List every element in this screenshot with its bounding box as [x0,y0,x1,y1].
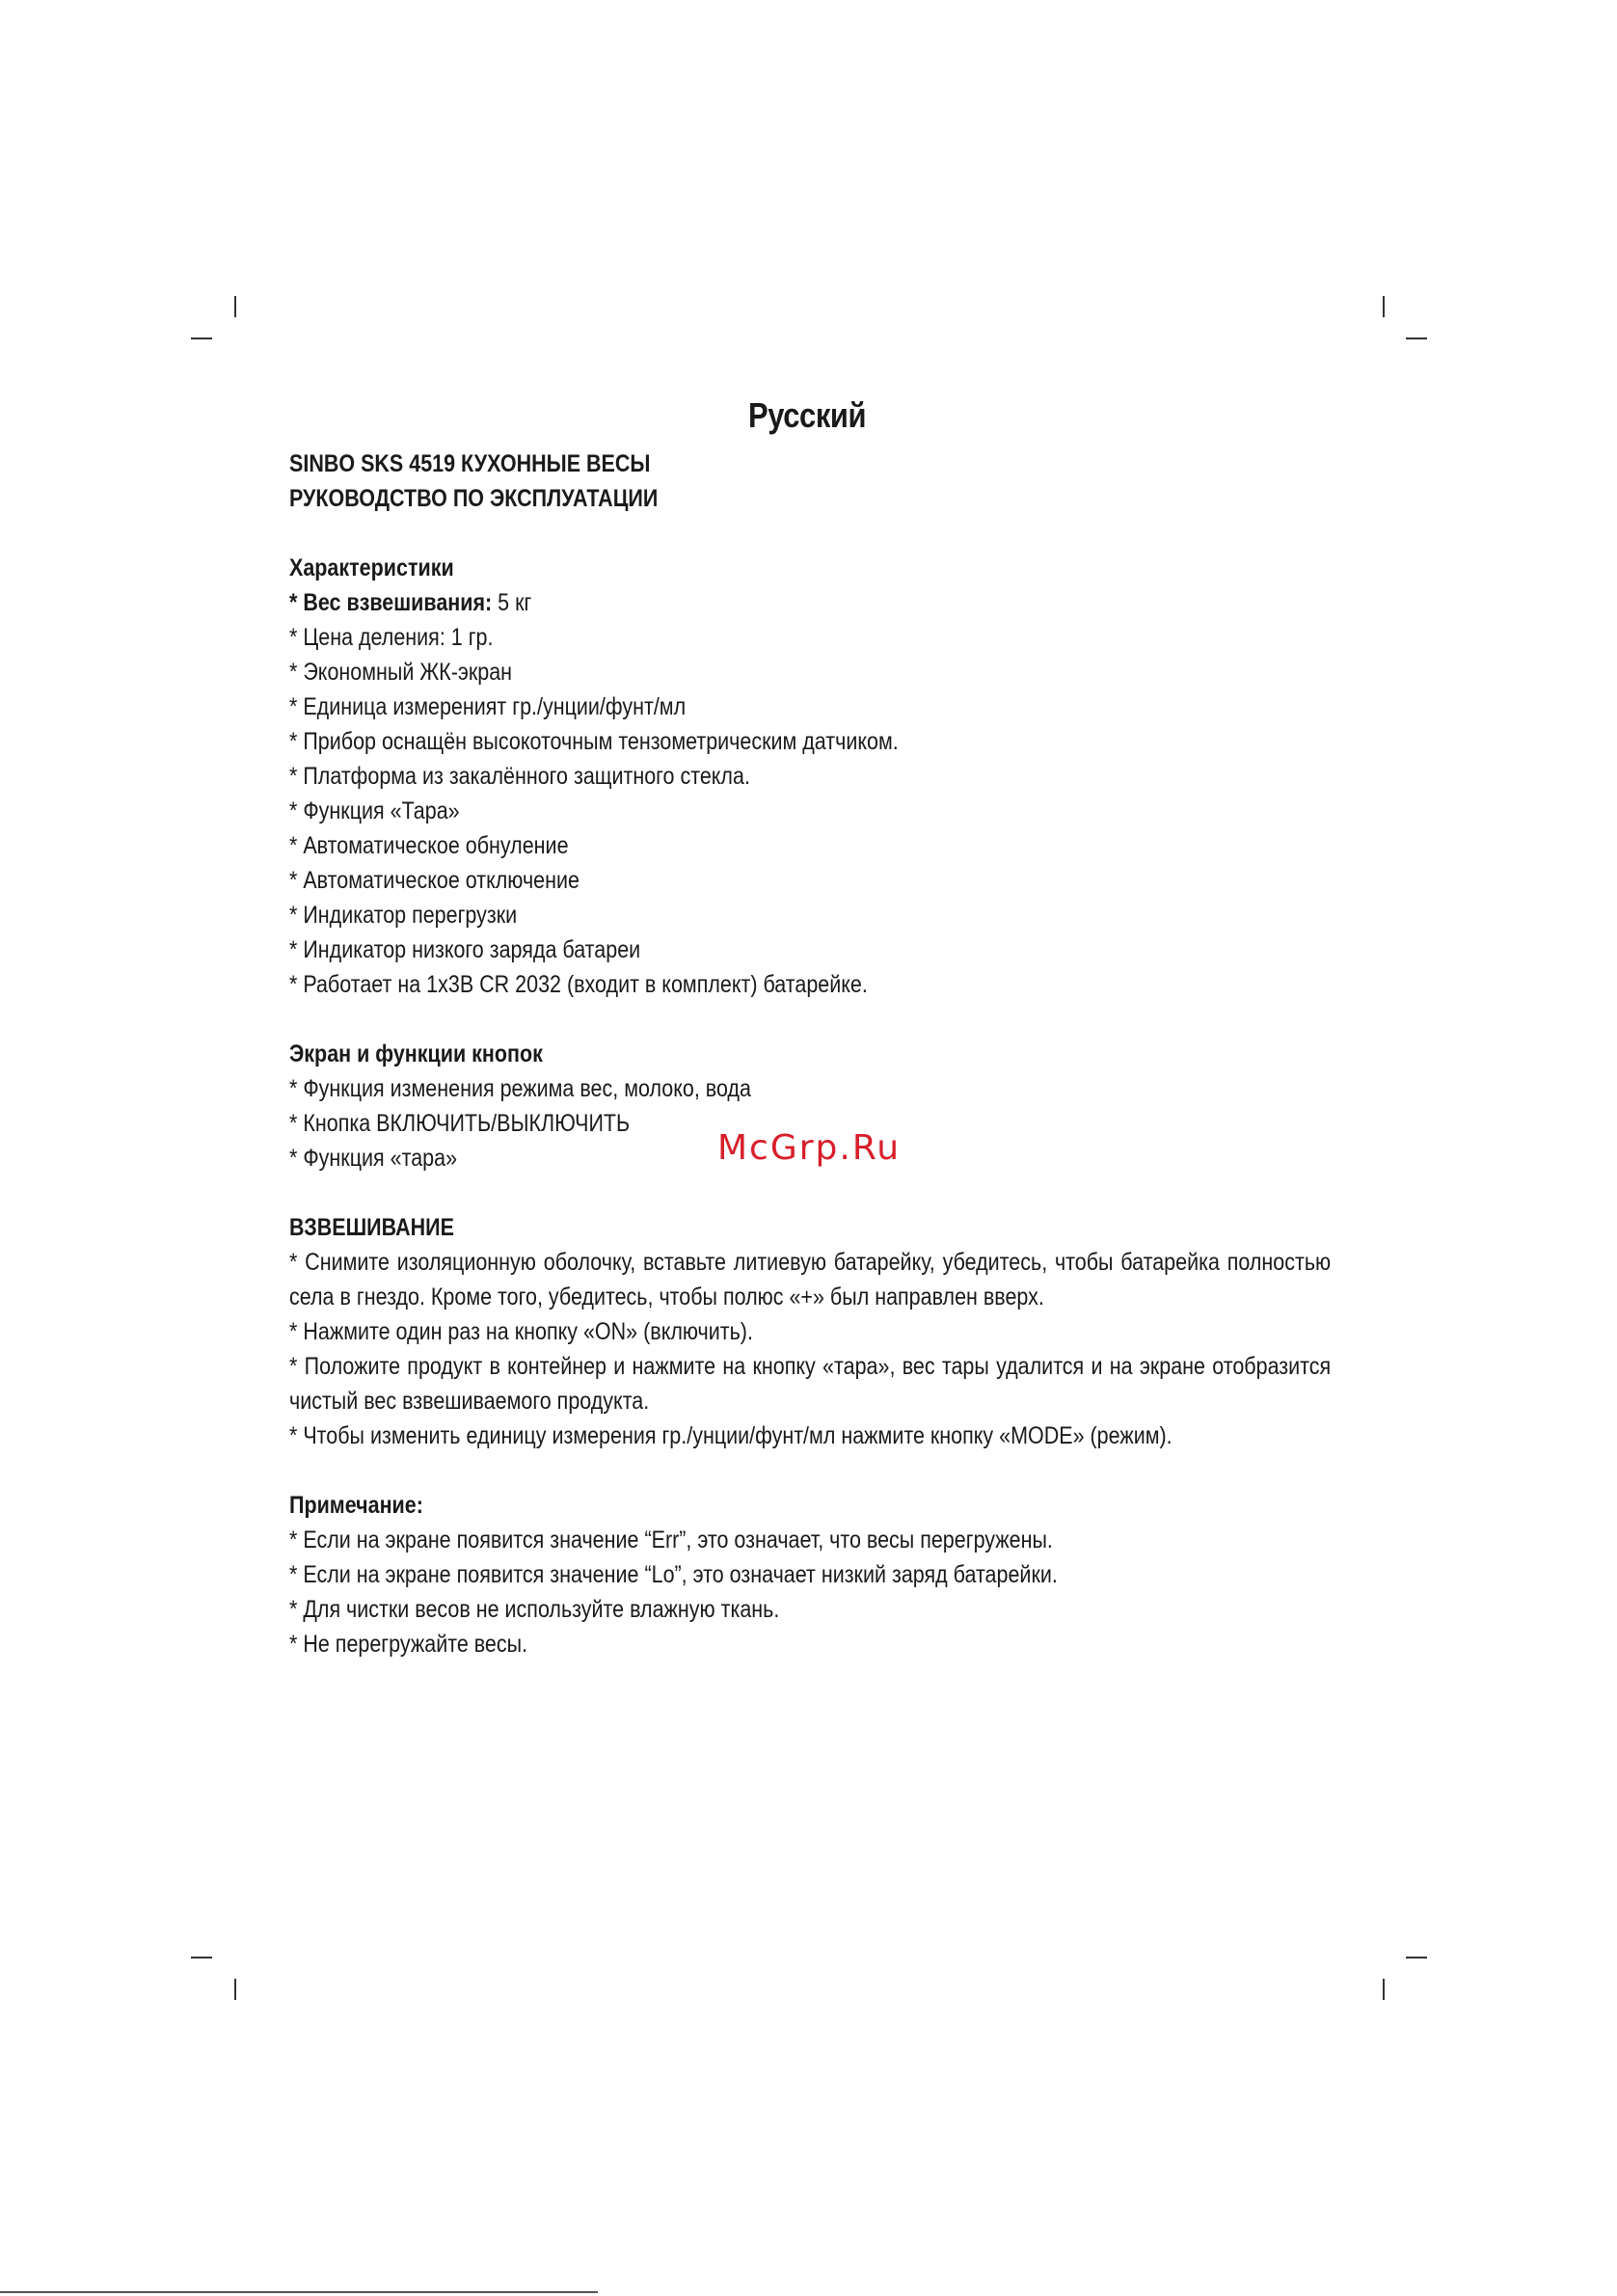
weighing-section [289,1210,1331,1453]
buttons-heading: Экран и функции кнопок [289,1040,543,1067]
document-body [289,446,1331,1661]
crop-mark-top-left-vertical [234,296,236,317]
product-title: SINBO SKS 4519 КУХОННЫЕ ВЕСЫ [289,450,651,477]
feature-item: * Единица измереният гр./унции/фунт/мл [289,693,687,720]
watermark: McGrp.Ru [717,1128,902,1168]
feature-item-weight-value: 5 кг [492,589,532,616]
note-item: * Если на экране появится значение “Err”, это означает, что весы перегружены. [289,1526,1053,1553]
crop-mark-bottom-left-horizontal [191,1957,212,1958]
note-item: * Если на экране появится значение “Lo”, это означает низкий заряд батарейки. [289,1561,1058,1588]
crop-mark-top-right-horizontal [1406,338,1427,339]
feature-item: * Цена деления: 1 гр. [289,624,494,651]
feature-item-weight-label: * Вес взвешивания: [289,589,493,616]
note-item: * Для чистки весов не используйте влажную ткань. [289,1596,780,1623]
feature-item: * Автоматическое отключение [289,867,579,894]
weighing-item: * Положите продукт в контейнер и нажмите на кнопку «тара», вес тары удалится и на экране отобразится чистый вес взвешиваемого продукта. [289,1353,1332,1415]
buttons-item: * Кнопка ВКЛЮЧИТЬ/ВЫКЛЮЧИТЬ [289,1110,631,1137]
document-text [289,446,1331,1661]
crop-mark-bottom-right-horizontal [1406,1957,1427,1958]
features-section [289,551,1331,1002]
feature-item-weight [289,585,1331,620]
note-item: * Не перегружайте весы. [289,1631,528,1658]
note-heading: Примечание: [289,1492,423,1519]
crop-mark-top-right-vertical [1383,296,1385,317]
weighing-item: * Чтобы изменить единицу измерения гр./унции/фунт/мл нажмите кнопку «MODE» (режим). [289,1422,1172,1449]
manual-title: РУКОВОДСТВО ПО ЭКСПЛУАТАЦИИ [289,485,659,512]
weighing-heading: ВЗВЕШИВАНИЕ [289,1214,454,1241]
footer-divider [0,2291,598,2293]
feature-item: * Прибор оснащён высокоточным тензометрическим датчиком. [289,728,899,755]
features-heading: Характеристики [289,554,454,581]
feature-item: * Платформа из закалённого защитного стекла. [289,763,750,790]
crop-mark-bottom-left-vertical [234,1979,236,2000]
weighing-item: * Нажмите один раз на кнопку «ON» (включить). [289,1318,753,1345]
note-section [289,1488,1331,1661]
feature-item: * Работает на 1х3В CR 2032 (входит в комплект) батарейке. [289,971,868,998]
weighing-item: * Снимите изоляционную оболочку, вставьте литиевую батарейку, убедитесь, чтобы батарейка полностью села в гнездо. Кроме того, убедитесь, чтобы полюс «+» был направлен вверх. [289,1249,1332,1310]
crop-mark-bottom-right-vertical [1383,1979,1385,2000]
buttons-item: * Функция изменения режима вес, молоко, вода [289,1075,751,1102]
feature-item: * Индикатор перегрузки [289,902,518,929]
buttons-item: * Функция «тара» [289,1145,458,1172]
feature-item: * Индикатор низкого заряда батареи [289,936,641,963]
feature-item: * Функция «Тара» [289,797,460,824]
feature-item: * Экономный ЖК-экран [289,659,513,686]
crop-mark-top-left-horizontal [191,338,212,339]
language-title: Русский [748,395,867,435]
feature-item: * Автоматическое обнуление [289,832,569,859]
